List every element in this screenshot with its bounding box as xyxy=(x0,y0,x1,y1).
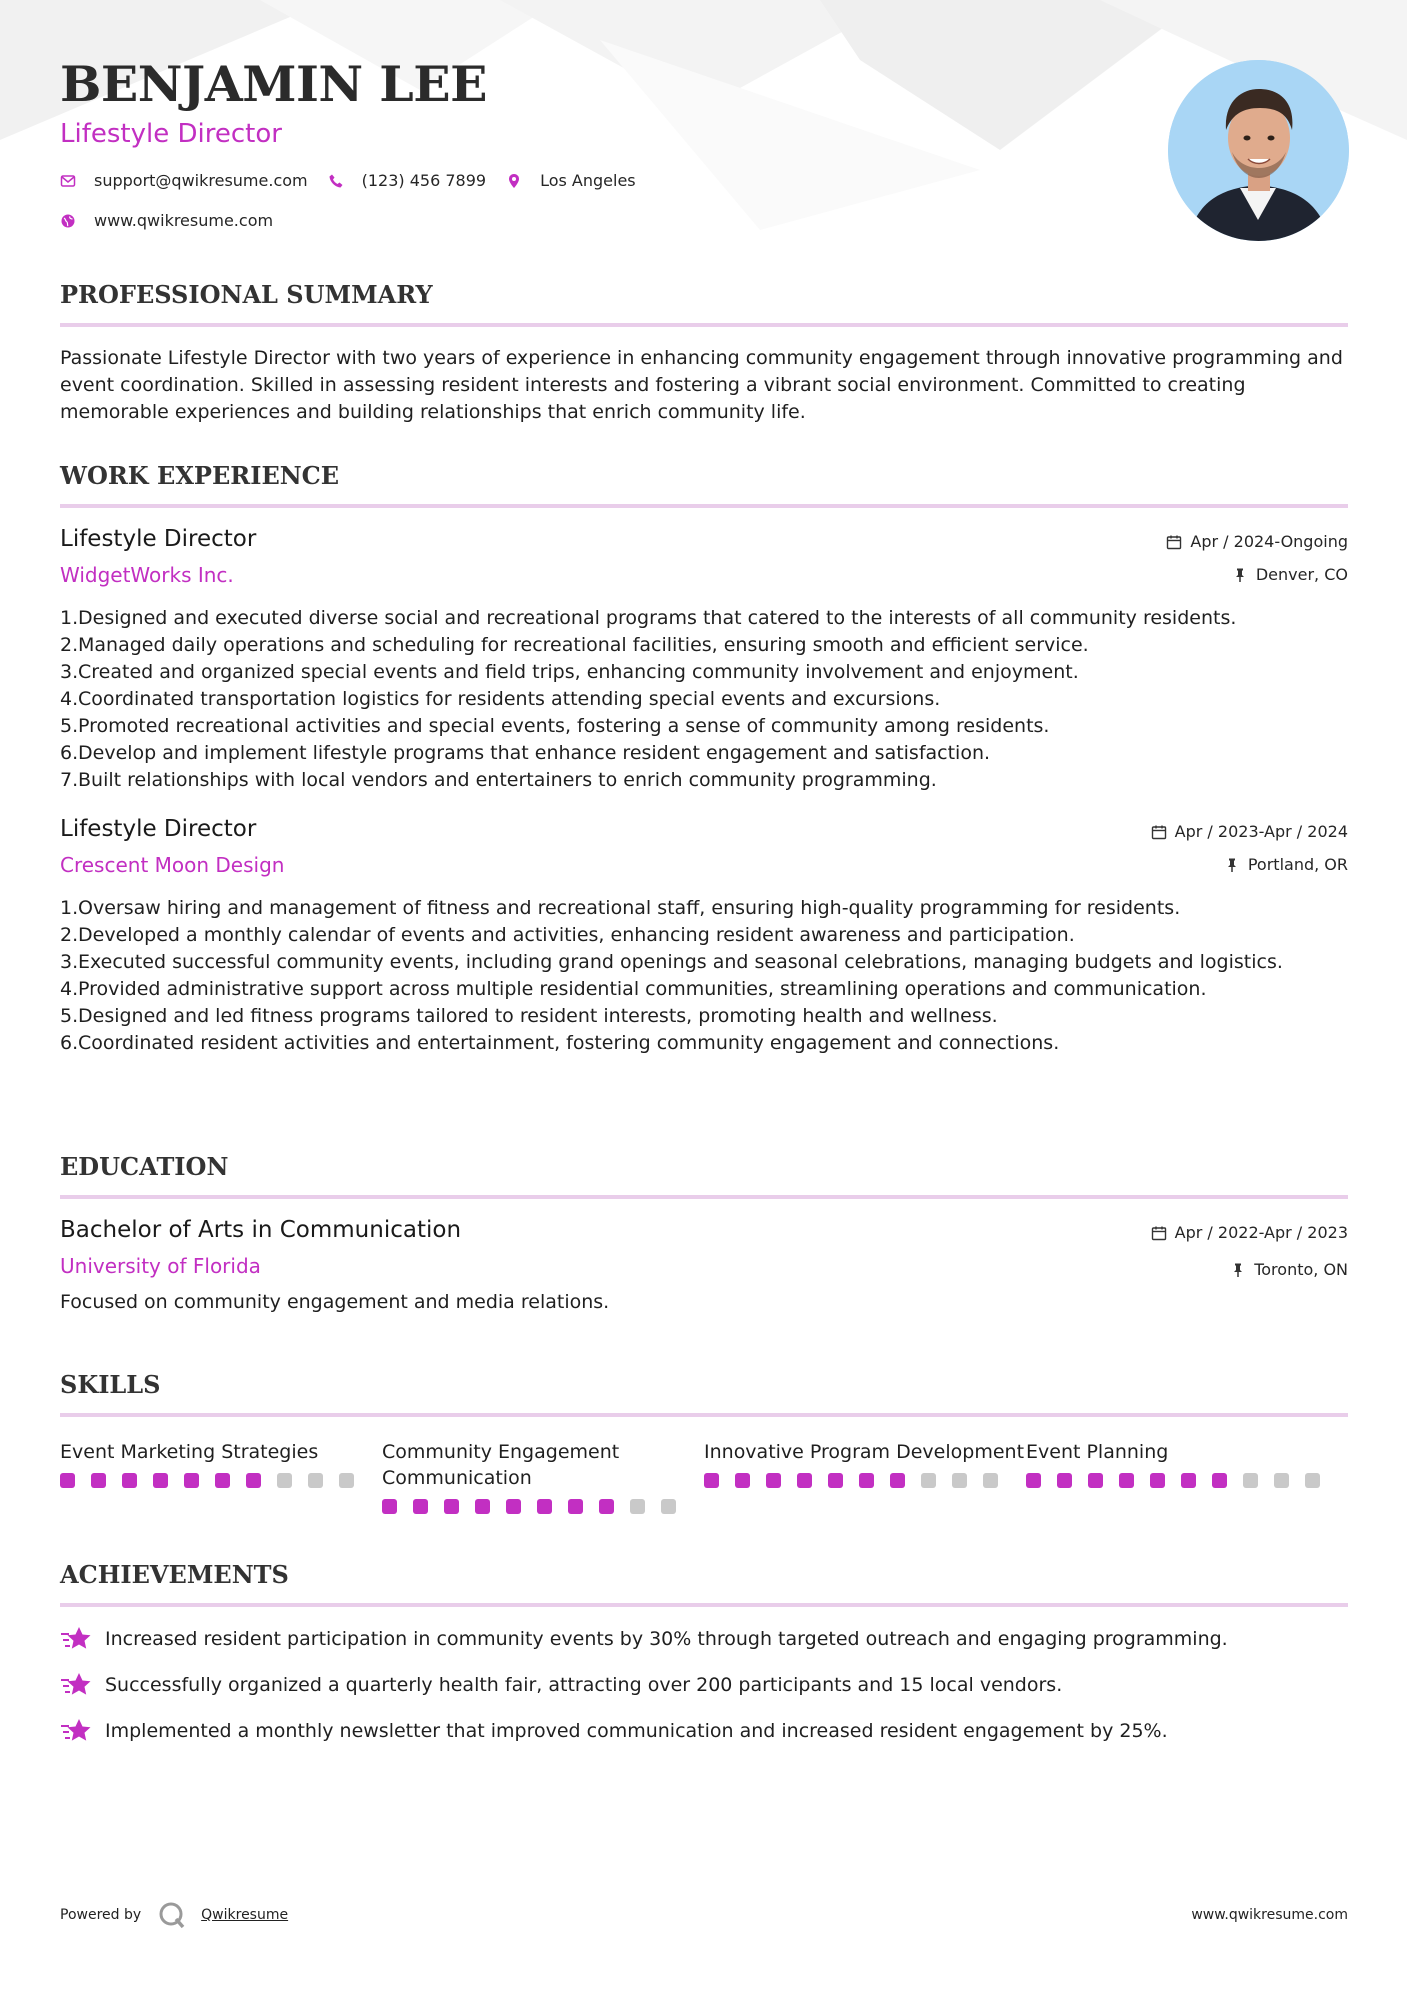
section-divider xyxy=(60,504,1348,508)
list-item: 4. Coordinated transportation logistics for residents attending special events and excursions. xyxy=(60,688,941,710)
skill-item xyxy=(60,1439,382,1514)
education-location: Toronto, ON xyxy=(1254,1260,1348,1279)
achievement-text: Implemented a monthly newsletter that improved communication and increased resident engagement by 25%. xyxy=(105,1720,1168,1742)
education-description: Focused on community engagement and media relations. xyxy=(60,1291,610,1313)
footer xyxy=(60,1900,1348,1930)
skill-dot-filled xyxy=(537,1499,552,1514)
list-item: 5. Promoted recreational activities and special events, fostering a sense of community among residents. xyxy=(60,715,1050,737)
skill-item xyxy=(1026,1439,1348,1514)
achievement-item xyxy=(60,1671,1348,1699)
phone-text: (123) 456 7899 xyxy=(361,171,487,190)
skill-dot-filled xyxy=(1212,1473,1227,1488)
company-name: WidgetWorks Inc. xyxy=(60,563,234,587)
skill-dot-empty xyxy=(339,1473,354,1488)
profile-photo-illustration xyxy=(1168,60,1349,241)
achievement-text: Increased resident participation in community events by 30% through targeted outreach and engaging programming. xyxy=(105,1628,1228,1650)
achievement-text: Successfully organized a quarterly health fair, attracting over 200 participants and 15 local vendors. xyxy=(105,1674,1063,1696)
envelope-icon xyxy=(60,173,76,189)
skill-dot-filled xyxy=(1181,1473,1196,1488)
job-title: Lifestyle Director xyxy=(60,816,257,842)
summary-text: Passionate Lifestyle Director with two years of experience in enhancing community engagement through innovative programming and event coordination. Skilled in assessing resident interests and fostering a vibrant social environment. Committed to creating memorable experiences and building relationships that enrich community life. xyxy=(60,347,1343,423)
skill-dot-filled xyxy=(1119,1473,1134,1488)
section-divider xyxy=(60,1413,1348,1417)
powered-by-label: Powered by xyxy=(60,1907,142,1923)
job-entry xyxy=(60,816,1348,1057)
skill-dot-filled xyxy=(704,1473,719,1488)
achievement-item xyxy=(60,1625,1348,1653)
skill-dot-filled xyxy=(859,1473,874,1488)
contact-phone[interactable] xyxy=(328,171,486,190)
skills-grid xyxy=(60,1439,1348,1514)
job-bullets xyxy=(60,605,1348,794)
list-item: 6. Coordinated resident activities and entertainment, fostering community engagement and connections. xyxy=(60,1032,1060,1054)
section-divider xyxy=(60,323,1348,327)
degree-title: Bachelor of Arts in Communication xyxy=(60,1217,462,1243)
list-item: 6. Develop and implement lifestyle programs that enhance resident engagement and satisfaction. xyxy=(60,742,991,764)
skill-dot-filled xyxy=(1088,1473,1103,1488)
job-title: Lifestyle Director xyxy=(60,526,257,552)
skill-dot-empty xyxy=(1243,1473,1258,1488)
contact-website[interactable] xyxy=(60,211,273,230)
school-name: University of Florida xyxy=(60,1254,261,1278)
pushpin-icon xyxy=(1232,567,1248,583)
company-name: Crescent Moon Design xyxy=(60,853,285,877)
map-pin-icon xyxy=(506,173,522,189)
skill-dot-empty xyxy=(630,1499,645,1514)
summary-section xyxy=(60,280,1348,426)
skill-dot-empty xyxy=(277,1473,292,1488)
contact-location xyxy=(506,171,636,190)
list-item: 3. Executed successful community events, including grand openings and seasonal celebrations, managing budgets and logistics. xyxy=(60,951,1283,973)
list-item: 4. Provided administrative support across multiple residential communities, streamlining operations and communication. xyxy=(60,978,1207,1000)
candidate-name: BENJAMIN LEE xyxy=(60,55,487,113)
skill-dot-empty xyxy=(661,1499,676,1514)
calendar-icon xyxy=(1166,534,1182,550)
calendar-icon xyxy=(1151,1225,1167,1241)
section-divider xyxy=(60,1603,1348,1607)
footer-url[interactable]: www.qwikresume.com xyxy=(1191,1907,1348,1923)
skill-dot-filled xyxy=(599,1499,614,1514)
education-section xyxy=(60,1152,1348,1316)
list-item: 3. Created and organized special events and field trips, enhancing community involvement and enjoyment. xyxy=(60,661,1079,683)
phone-icon xyxy=(328,173,344,189)
profile-photo xyxy=(1168,60,1349,241)
candidate-title: Lifestyle Director xyxy=(60,119,282,149)
job-location: Portland, OR xyxy=(1247,855,1348,874)
star-icon xyxy=(60,1717,92,1745)
star-icon xyxy=(60,1671,92,1699)
education-dates: Apr / 2022-Apr / 2023 xyxy=(1174,1223,1348,1242)
skill-dot-empty xyxy=(1274,1473,1289,1488)
location-text: Los Angeles xyxy=(540,171,636,190)
job-location: Denver, CO xyxy=(1255,565,1348,584)
skill-dot-empty xyxy=(983,1473,998,1488)
skill-dot-empty xyxy=(308,1473,323,1488)
skills-heading: SKILLS xyxy=(60,1370,161,1399)
list-item: 2. Managed daily operations and scheduling for recreational facilities, ensuring smooth and efficient service. xyxy=(60,634,1089,656)
brand-link[interactable]: Qwikresume xyxy=(201,1907,289,1923)
skill-dot-filled xyxy=(382,1499,397,1514)
job-dates: Apr / 2024-Ongoing xyxy=(1190,532,1348,551)
skill-dot-filled xyxy=(91,1473,106,1488)
contact-email[interactable] xyxy=(60,171,308,190)
skill-dot-filled xyxy=(797,1473,812,1488)
skill-level-dots xyxy=(1026,1473,1348,1488)
website-text: www.qwikresume.com xyxy=(94,211,274,230)
skill-level-dots xyxy=(60,1473,382,1488)
list-item: 2. Developed a monthly calendar of events and activities, enhancing resident awareness and participation. xyxy=(60,924,1075,946)
skill-dot-filled xyxy=(184,1473,199,1488)
skill-dot-filled xyxy=(506,1499,521,1514)
skill-dot-filled xyxy=(444,1499,459,1514)
skill-dot-filled xyxy=(828,1473,843,1488)
skill-dot-filled xyxy=(413,1499,428,1514)
email-text: support@qwikresume.com xyxy=(94,171,308,190)
skill-item xyxy=(704,1439,1026,1514)
summary-heading: PROFESSIONAL SUMMARY xyxy=(60,280,433,309)
globe-icon xyxy=(60,213,76,229)
contact-row xyxy=(60,171,1150,190)
skill-dot-filled xyxy=(1150,1473,1165,1488)
list-item: 7. Built relationships with local vendors and entertainers to enrich community programming. xyxy=(60,769,937,791)
calendar-icon xyxy=(1151,824,1167,840)
skill-name: Community Engagement Communication xyxy=(382,1441,620,1489)
star-icon xyxy=(60,1625,92,1653)
skill-dot-filled xyxy=(475,1499,490,1514)
skill-dot-filled xyxy=(122,1473,137,1488)
job-bullets xyxy=(60,895,1348,1057)
education-heading: EDUCATION xyxy=(60,1152,229,1181)
skill-dot-filled xyxy=(1026,1473,1041,1488)
skill-dot-filled xyxy=(246,1473,261,1488)
job-dates: Apr / 2023-Apr / 2024 xyxy=(1174,822,1348,841)
skill-dot-filled xyxy=(735,1473,750,1488)
achievements-section xyxy=(60,1560,1348,1745)
skills-section xyxy=(60,1370,1348,1514)
pushpin-icon xyxy=(1230,1262,1246,1278)
qwikresume-logo-icon xyxy=(157,1900,187,1930)
job-entry xyxy=(60,526,1348,794)
list-item: 1. Designed and executed diverse social and recreational programs that catered to the interests of all community residents. xyxy=(60,607,1237,629)
skill-level-dots xyxy=(704,1473,1026,1488)
skill-name: Event Planning xyxy=(1026,1441,1169,1463)
skill-dot-filled xyxy=(1057,1473,1072,1488)
skill-level-dots xyxy=(382,1499,704,1514)
skill-dot-filled xyxy=(890,1473,905,1488)
skill-dot-filled xyxy=(766,1473,781,1488)
achievements-heading: ACHIEVEMENTS xyxy=(60,1560,289,1589)
header xyxy=(60,55,1150,230)
experience-heading: WORK EXPERIENCE xyxy=(60,461,340,490)
achievement-item xyxy=(60,1717,1348,1745)
contact-row-2 xyxy=(60,211,1150,230)
powered-by xyxy=(60,1900,288,1930)
skill-dot-empty xyxy=(921,1473,936,1488)
skill-dot-empty xyxy=(1305,1473,1320,1488)
list-item: 5. Designed and led fitness programs tailored to resident interests, promoting health and wellness. xyxy=(60,1005,998,1027)
skill-dot-filled xyxy=(153,1473,168,1488)
list-item: 1. Oversaw hiring and management of fitness and recreational staff, ensuring high-quality programming for residents. xyxy=(60,897,1181,919)
experience-section xyxy=(60,461,1348,1057)
skill-dot-filled xyxy=(215,1473,230,1488)
skill-dot-filled xyxy=(60,1473,75,1488)
skill-dot-empty xyxy=(952,1473,967,1488)
pushpin-icon xyxy=(1224,857,1240,873)
skill-item xyxy=(382,1439,704,1514)
skill-dot-filled xyxy=(568,1499,583,1514)
section-divider xyxy=(60,1195,1348,1199)
skill-name: Innovative Program Development xyxy=(704,1441,1025,1463)
skill-name: Event Marketing Strategies xyxy=(60,1441,319,1463)
